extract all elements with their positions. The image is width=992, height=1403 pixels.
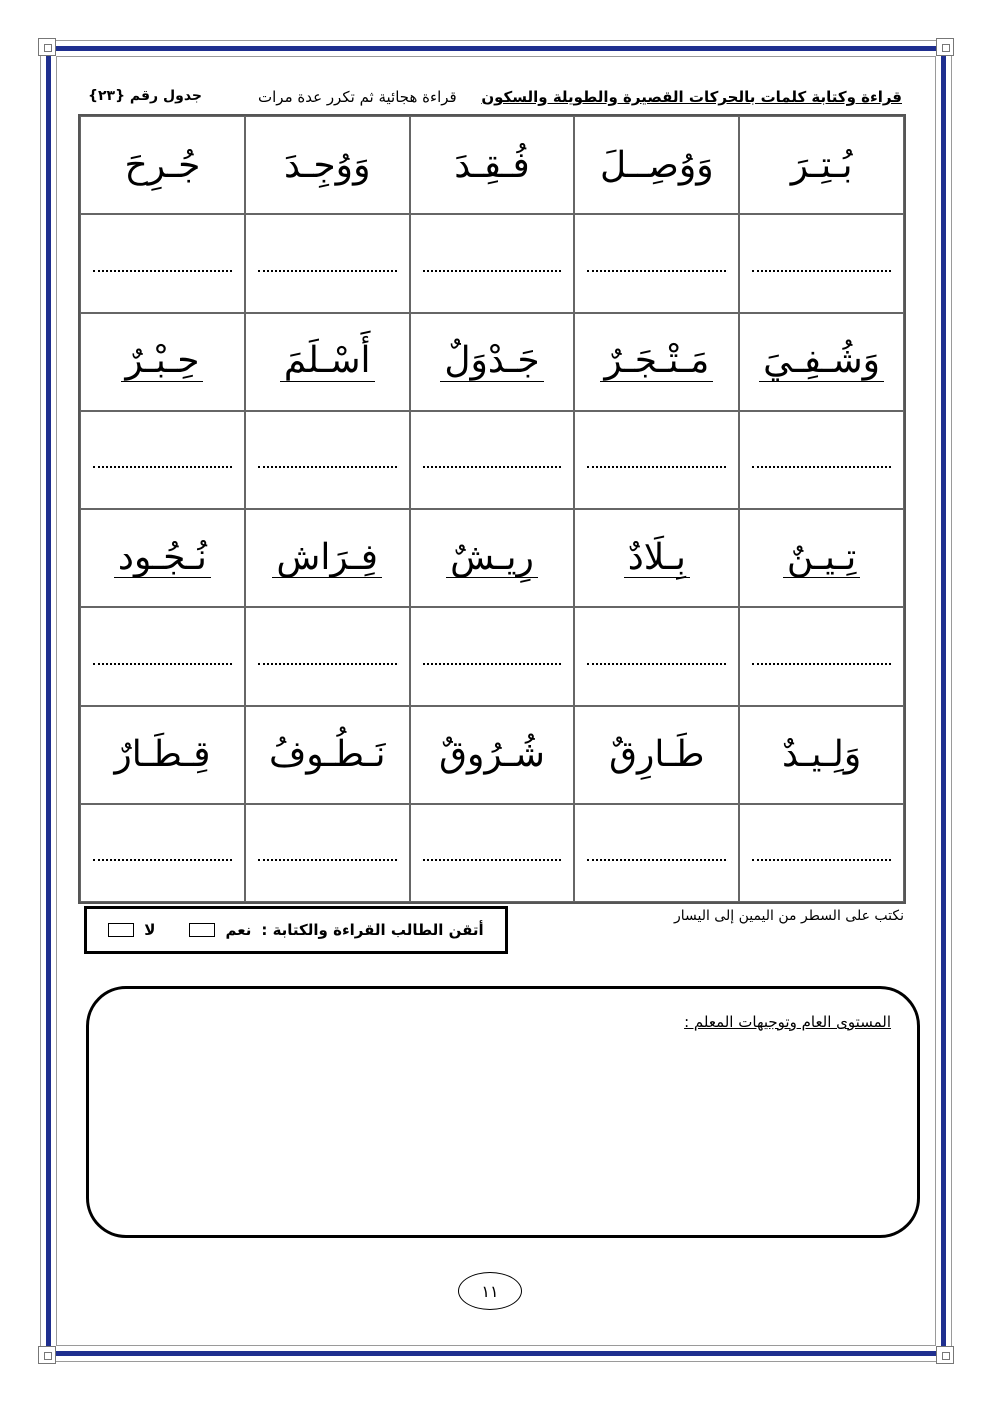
word-cell xyxy=(739,313,904,411)
writing-direction-note: نكتب على السطر من اليمين إلى اليسار xyxy=(673,908,904,924)
word: جُـرِحَ xyxy=(124,144,201,186)
writing-cell[interactable] xyxy=(80,214,245,312)
writing-cell[interactable] xyxy=(739,607,904,705)
corner-ornament xyxy=(38,38,56,56)
word: شُـرُوقٌ xyxy=(439,734,545,776)
word-cell xyxy=(245,116,410,214)
word: قِـطَـارٌ xyxy=(114,734,211,776)
writing-cell[interactable] xyxy=(245,804,410,902)
yes-label: نعم xyxy=(225,921,252,939)
word: وَلِـيـدٌ xyxy=(782,734,862,776)
word: بُـتِـرَ xyxy=(790,144,853,186)
word: مَـتْـجَـرٌ xyxy=(600,341,713,382)
writing-cell[interactable] xyxy=(80,804,245,902)
word: بِـلَادٌ xyxy=(624,538,690,579)
dotted-writing-line xyxy=(258,859,397,861)
writing-cell[interactable] xyxy=(245,411,410,509)
word: فُـقِـدَ xyxy=(454,144,530,186)
writing-cell[interactable] xyxy=(739,411,904,509)
word-cell xyxy=(574,509,739,607)
dotted-writing-line xyxy=(752,466,891,468)
dotted-writing-line xyxy=(587,270,726,272)
word: رِيـشٌ xyxy=(446,538,538,579)
word: تِـيـنٌ xyxy=(783,538,860,579)
word: وَوُصِــلَ xyxy=(599,144,714,186)
word-cell xyxy=(739,116,904,214)
word-cell xyxy=(410,509,575,607)
writing-cell[interactable] xyxy=(739,214,904,312)
word: أَسْـلَمَ xyxy=(280,341,375,382)
dotted-writing-line xyxy=(93,663,232,665)
word-cell xyxy=(574,313,739,411)
word-cell xyxy=(80,706,245,804)
dotted-writing-line xyxy=(258,466,397,468)
writing-cell[interactable] xyxy=(410,411,575,509)
word-cell xyxy=(739,706,904,804)
dotted-writing-line xyxy=(93,270,232,272)
corner-ornament xyxy=(936,38,954,56)
dotted-writing-line xyxy=(752,270,891,272)
writing-cell[interactable] xyxy=(410,214,575,312)
page-number: ١١ xyxy=(458,1272,522,1310)
mastery-label: أتقن الطالب القراءة والكتابة : xyxy=(261,921,484,939)
word: جَـدْوَلٌ xyxy=(440,341,543,382)
table-number: جدول رقم {٢٣} xyxy=(88,88,203,104)
words-table xyxy=(78,114,906,904)
word-cell xyxy=(80,509,245,607)
no-checkbox[interactable] xyxy=(108,923,134,937)
writing-cell[interactable] xyxy=(739,804,904,902)
dotted-writing-line xyxy=(587,663,726,665)
word-cell xyxy=(80,116,245,214)
word-cell xyxy=(410,313,575,411)
word: وَشُـفِـيَ xyxy=(759,341,884,382)
instruction-text: قراءة هجائية ثم تكرر عدة مرات xyxy=(258,88,457,106)
word-cell xyxy=(80,313,245,411)
writing-cell[interactable] xyxy=(80,607,245,705)
worksheet-title: قراءة وكتابة كلمات بالحركات القصيرة والطويلة والسكون xyxy=(481,88,902,106)
word: نُـجُـود xyxy=(114,538,211,579)
dotted-writing-line xyxy=(423,663,562,665)
word-cell xyxy=(245,706,410,804)
writing-cell[interactable] xyxy=(245,214,410,312)
writing-cell[interactable] xyxy=(574,804,739,902)
word-cell xyxy=(245,509,410,607)
writing-cell[interactable] xyxy=(574,214,739,312)
word-cell xyxy=(574,706,739,804)
corner-ornament xyxy=(936,1346,954,1364)
word-cell xyxy=(410,706,575,804)
word-cell xyxy=(739,509,904,607)
dotted-writing-line xyxy=(423,859,562,861)
writing-cell[interactable] xyxy=(245,607,410,705)
word: فِـرَاش xyxy=(272,538,382,579)
corner-ornament xyxy=(38,1346,56,1364)
yes-checkbox[interactable] xyxy=(189,923,215,937)
dotted-writing-line xyxy=(752,859,891,861)
dotted-writing-line xyxy=(258,663,397,665)
word-cell xyxy=(574,116,739,214)
word: وَوُجِـدَ xyxy=(283,144,371,186)
writing-cell[interactable] xyxy=(410,607,575,705)
writing-cell[interactable] xyxy=(410,804,575,902)
writing-cell[interactable] xyxy=(574,411,739,509)
writing-cell[interactable] xyxy=(80,411,245,509)
dotted-writing-line xyxy=(423,270,562,272)
dotted-writing-line xyxy=(258,270,397,272)
dotted-writing-line xyxy=(752,663,891,665)
writing-cell[interactable] xyxy=(574,607,739,705)
teacher-comments-label: المستوى العام وتوجيهات المعلم : xyxy=(684,1013,891,1031)
dotted-writing-line xyxy=(587,859,726,861)
dotted-writing-line xyxy=(423,466,562,468)
dotted-writing-line xyxy=(93,466,232,468)
word: نَـطُـوفُ xyxy=(268,734,386,776)
mastery-box xyxy=(84,906,508,954)
no-label: لا xyxy=(144,921,156,939)
word-cell xyxy=(245,313,410,411)
word: حِـبْـرٌ xyxy=(121,341,203,382)
teacher-comments-box[interactable] xyxy=(86,986,920,1238)
dotted-writing-line xyxy=(93,859,232,861)
word: طَـارِقٌ xyxy=(609,734,705,776)
word-cell xyxy=(410,116,575,214)
dotted-writing-line xyxy=(587,466,726,468)
